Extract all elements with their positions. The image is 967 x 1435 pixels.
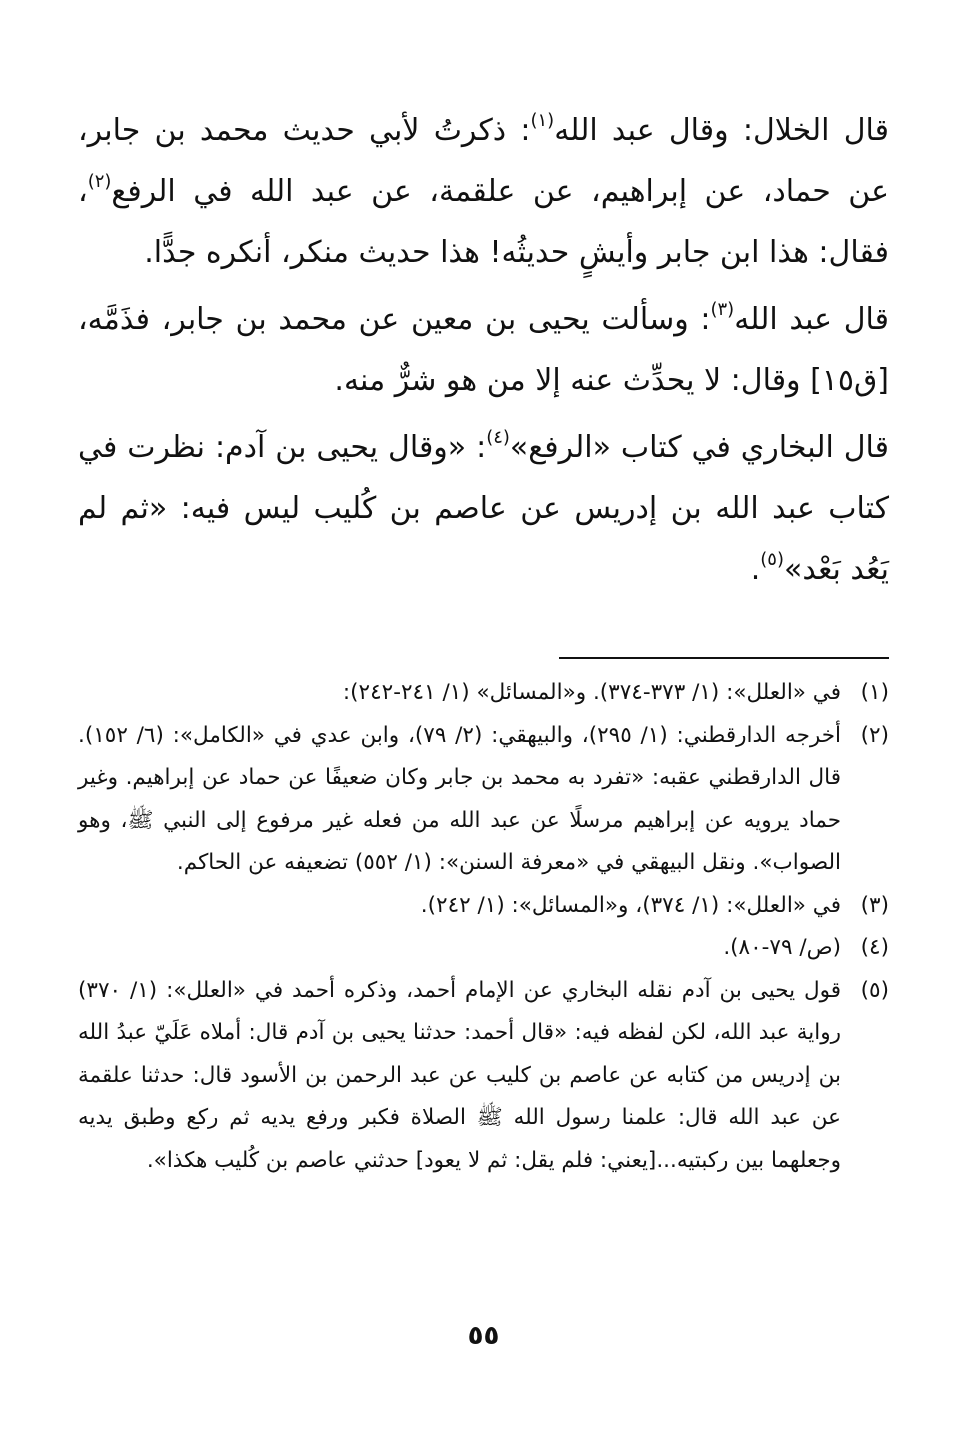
footnote-4 [78,927,889,970]
footnote-5 [78,970,889,1183]
footnote-ref[interactable]: (٣) [710,299,735,320]
footnote-ref[interactable]: (٤) [486,427,510,448]
footnote-text: قول يحيى بن آدم نقله البخاري عن الإمام أحمد، وذكره أحمد في «العلل»: (١/ ٣٧٠) رواية عبد الله، لكن لفظه فيه: «قال أحمد: حدثنا يحيى بن آدم قال: أملاه عَلَيّ عبدُ الله بن إدريس من كتابه عن عاصم بن كليب عن عبد الرحمن بن الأسود قال: حدثنا علقمة عن عبد الله قال: علمنا رسول الله ﷺ الصلاة فكبر ورفع يديه ثم ركع وطبق يديه وجعلهما بين ركبتيه...[يعني: فلم يقل: ثم لا يعود] حدثني عاصم بن كُليب هكذا». [78,977,842,1173]
footnote-ref[interactable]: (١) [530,110,555,131]
footnote-number: (٥) [860,977,889,1003]
footnote-text: في «العلل»: (١/ ٣٧٣-٣٧٤). و«المسائل» (١/ ٢٤١-٢٤٢): [342,680,841,705]
footnotes [78,672,889,1182]
paragraph-1 [78,100,889,283]
paragraph-2 [78,289,889,411]
footnote-text: (ص/ ٧٩-٨٠). [723,935,841,960]
footnote-3 [78,885,889,928]
footnote-ref[interactable]: (٥) [760,549,784,570]
paragraph-text: : وسألت يحيى بن معين عن محمد بن جابر، فذَمَّه، [ق١٥] وقال: لا يحدِّث عنه إلا من هو شرٌّ منه. [78,302,889,398]
page-number: ٥٥ [467,1321,500,1351]
footnote-text: في «العلل»: (١/ ٣٧٤)، و«المسائل»: (١/ ٢٤٢). [420,892,841,918]
footnote-1 [78,672,889,715]
footnote-text: أخرجه الدارقطني: (١/ ٢٩٥)، والبيهقي: (٢/ ٧٩)، وابن عدي في «الكامل»: (٦/ ١٥٢). قال الدارقطني عقبه: «تفرد به محمد بن جابر وكان ضعيفًا عن حماد عن إبراهيم. وغير حماد يرويه عن إبراهيم مرسلًا عن عبد الله من فعله غير مرفوع إلى النبي ﷺ، وهو الصواب». ونقل البيهقي في «معرفة السنن»: (١/ ٥٥٢) تضعيفه عن الحاكم. [78,722,841,875]
footnote-number: (٣) [860,892,889,918]
main-text [78,100,889,606]
paragraph-text: قال الخلال: وقال عبد الله [554,113,889,148]
paragraph-text: قال عبد الله [734,302,889,337]
footnote-separator [559,657,889,659]
footnote-number: (٢) [860,722,889,748]
paragraph-text: ، فقال: هذا ابن جابر وأيشٍ حديثُه! هذا حديث منكر، أنكره جدًّا. [78,174,889,270]
footnote-2 [78,715,889,885]
footnote-ref[interactable]: (٢) [87,171,112,192]
paragraph-text: . [750,552,761,587]
paragraph-text: قال البخاري في كتاب «الرفع» [509,430,889,465]
paragraph-text: : ذكرتُ لأبي حديث محمد بن جابر، عن حماد، عن إبراهيم، عن علقمة، عن عبد الله في الرفع [78,113,889,209]
paragraph-text: : «وقال يحيى بن آدم: نظرت في كتاب عبد الله بن إدريس عن عاصم بن كُليب ليس فيه: «ثم لم يَعُد بَعْد» [78,430,889,587]
footnote-number: (١) [860,680,889,705]
paragraph-3 [78,417,889,600]
footnote-number: (٤) [860,935,889,960]
